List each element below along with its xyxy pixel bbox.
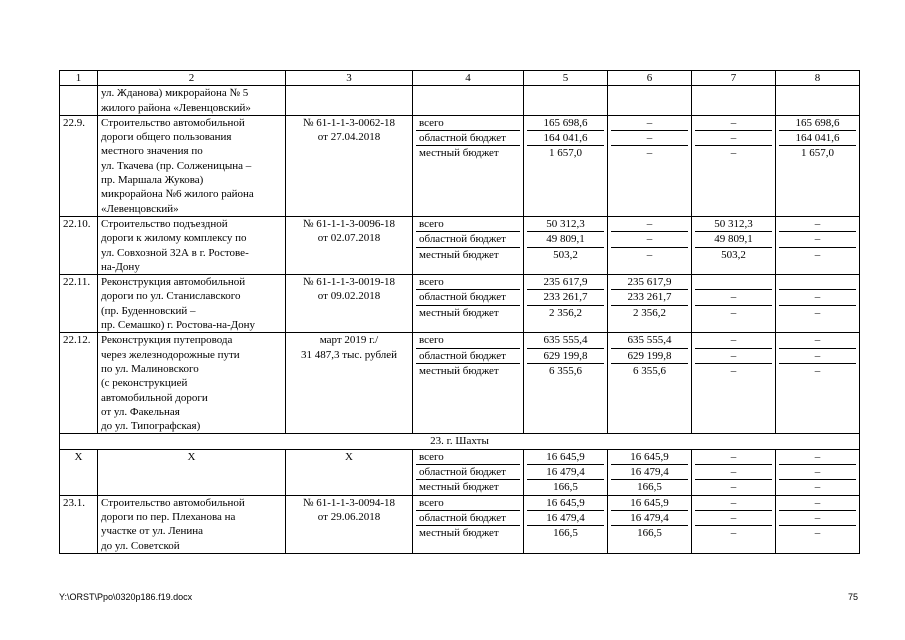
amount-c7: – xyxy=(695,145,772,160)
funding-source-cell xyxy=(413,216,524,274)
amount-c6-cell xyxy=(608,115,692,216)
amount-c6: 235 617,9 xyxy=(627,276,672,289)
funding-source: всего xyxy=(419,496,444,509)
funding-source: областной бюджет xyxy=(416,289,520,304)
amount-c8: – xyxy=(779,479,856,494)
amount-c7: – xyxy=(695,464,772,479)
funding-source: всего xyxy=(419,276,444,289)
funding-source: местный бюджет xyxy=(416,479,520,494)
object-name xyxy=(98,275,286,333)
amount-c7-cell xyxy=(692,333,776,434)
amount-c6-cell xyxy=(608,275,692,333)
amount-c6: 2 356,2 xyxy=(611,305,688,320)
column-header: 8 xyxy=(776,71,860,86)
page-number: 75 xyxy=(847,592,858,602)
funding-source: всего xyxy=(419,450,444,463)
funding-source-cell xyxy=(413,275,524,333)
section-total-row xyxy=(60,449,860,495)
amount-c8: – xyxy=(779,231,856,246)
x-mark: Х xyxy=(60,449,98,495)
object-name-line: ул. Совхозной 32А в г. Ростове- xyxy=(101,246,249,259)
object-name-line: дороги к жилому комплексу по xyxy=(101,232,247,245)
amount-c6: – xyxy=(611,130,688,145)
amount-c6: – xyxy=(646,217,653,230)
amount-c6: 6 355,6 xyxy=(611,363,688,378)
budget-table xyxy=(59,70,860,554)
amount-c7-cell xyxy=(692,495,776,553)
object-name-line: автомобильной дороги xyxy=(101,391,208,404)
amount-c5-cell xyxy=(524,333,608,434)
object-name-line: (с реконструкцией xyxy=(101,377,188,390)
object-name-line: Строительство автомобильной xyxy=(101,116,245,129)
amount-c7-cell xyxy=(692,275,776,333)
amount-c5: 233 261,7 xyxy=(527,289,604,304)
funding-source-cell xyxy=(413,495,524,553)
amount-c5: 166,5 xyxy=(527,525,604,540)
amount-c8-cell xyxy=(776,216,860,274)
column-header: 6 xyxy=(608,71,692,86)
object-name-line: Строительство подъездной xyxy=(101,217,228,230)
expertise-info-line: № 61-1-1-3-0096-18 xyxy=(302,217,396,230)
funding-source: местный бюджет xyxy=(416,247,520,262)
funding-source: местный бюджет xyxy=(416,305,520,320)
funding-source: местный бюджет xyxy=(416,363,520,378)
funding-source: областной бюджет xyxy=(416,510,520,525)
amount-c7: – xyxy=(730,450,737,463)
expertise-info-line: от 29.06.2018 xyxy=(317,510,381,523)
object-name-line: Реконструкция автомобильной xyxy=(101,276,246,289)
amount-c7 xyxy=(695,275,772,289)
expertise-info xyxy=(286,275,413,333)
funding-source-cell xyxy=(413,333,524,434)
amount-c7: 50 312,3 xyxy=(714,217,753,230)
amount-c6-cell xyxy=(608,333,692,434)
empty-cell xyxy=(776,86,860,116)
expertise-info-line: от 02.07.2018 xyxy=(317,232,381,245)
empty-cell xyxy=(692,86,776,116)
amount-c7: 49 809,1 xyxy=(695,231,772,246)
empty-cell xyxy=(413,86,524,116)
funding-source: областной бюджет xyxy=(416,348,520,363)
column-header: 4 xyxy=(413,71,524,86)
object-name-line: местного значения по xyxy=(101,145,203,158)
amount-c5: 629 199,8 xyxy=(527,348,604,363)
amount-c5-cell xyxy=(524,275,608,333)
object-name-line: микрорайона №6 жилого района xyxy=(101,188,254,201)
amount-c5: 164 041,6 xyxy=(527,130,604,145)
object-name-line: от ул. Факельная xyxy=(101,405,180,418)
amount-c7-cell xyxy=(692,216,776,274)
row-number: 23.1. xyxy=(60,495,98,553)
row-number xyxy=(60,86,98,116)
amount-c7: – xyxy=(695,525,772,540)
amount-c7: – xyxy=(695,130,772,145)
object-name-line: «Левенцовский» xyxy=(101,202,179,215)
amount-c5-cell xyxy=(524,449,608,495)
expertise-info-line: от 09.02.2018 xyxy=(317,290,381,303)
amount-c8-cell xyxy=(776,449,860,495)
expertise-info-line: март 2019 г./ xyxy=(319,334,379,347)
column-header: 7 xyxy=(692,71,776,86)
funding-source: всего xyxy=(419,217,444,230)
amount-c6: 166,5 xyxy=(611,525,688,540)
object-name-line: пр. Маршала Жукова) xyxy=(101,174,204,187)
funding-source-cell xyxy=(413,449,524,495)
object-name xyxy=(98,216,286,274)
amount-c8-cell xyxy=(776,333,860,434)
amount-c8: 1 657,0 xyxy=(779,145,856,160)
expertise-info xyxy=(286,495,413,553)
amount-c7-cell xyxy=(692,115,776,216)
amount-c7: – xyxy=(695,479,772,494)
column-header: 3 xyxy=(286,71,413,86)
amount-c6: 16 479,4 xyxy=(611,464,688,479)
amount-c6: 233 261,7 xyxy=(611,289,688,304)
amount-c5-cell xyxy=(524,216,608,274)
amount-c7-cell xyxy=(692,449,776,495)
object-name-line: (пр. Буденновский – xyxy=(101,304,196,317)
empty-cell xyxy=(286,86,413,116)
amount-c5: 1 657,0 xyxy=(527,145,604,160)
amount-c8: 165 698,6 xyxy=(795,116,840,129)
row-number: 22.12. xyxy=(60,333,98,434)
amount-c6: – xyxy=(611,231,688,246)
amount-c7: – xyxy=(695,289,772,304)
funding-source: областной бюджет xyxy=(416,464,520,479)
object-name-line: участке от ул. Ленина xyxy=(101,525,204,538)
expertise-info-line: 31 487,3 тыс. рублей xyxy=(300,348,398,361)
amount-c6: 635 555,4 xyxy=(627,334,672,347)
object-name-line: через железнодорожные пути xyxy=(101,348,240,361)
funding-source: областной бюджет xyxy=(416,231,520,246)
header-row xyxy=(60,71,860,86)
amount-c5: 235 617,9 xyxy=(543,276,588,289)
amount-c6-cell xyxy=(608,216,692,274)
amount-c5: 2 356,2 xyxy=(527,305,604,320)
expertise-info xyxy=(286,115,413,216)
object-name-line: пр. Семашко) г. Ростова-на-Дону xyxy=(101,319,256,332)
amount-c8: – xyxy=(779,363,856,378)
amount-c8: – xyxy=(779,510,856,525)
expertise-info xyxy=(286,216,413,274)
amount-c5: 16 479,4 xyxy=(527,510,604,525)
table-row xyxy=(60,275,860,333)
expertise-info-line: № 61-1-1-3-0062-18 xyxy=(302,116,396,129)
object-name-line: дороги по пер. Плеханова на xyxy=(101,510,236,523)
amount-c8: 164 041,6 xyxy=(779,130,856,145)
amount-c5: 16 645,9 xyxy=(546,450,585,463)
amount-c8-cell xyxy=(776,495,860,553)
amount-c7: – xyxy=(730,496,737,509)
table-row xyxy=(60,333,860,434)
object-name-line: Строительство автомобильной xyxy=(101,496,245,509)
empty-cell xyxy=(608,86,692,116)
amount-c8: – xyxy=(814,450,821,463)
section-title: 23. г. Шахты xyxy=(60,434,860,449)
section-row xyxy=(60,434,860,449)
funding-source-cell xyxy=(413,115,524,216)
column-header: 1 xyxy=(60,71,98,86)
footer-file-path: Y:\ORST\Ppo\0320p186.f19.docx xyxy=(59,592,193,602)
amount-c6-cell xyxy=(608,495,692,553)
table-row xyxy=(60,115,860,216)
amount-c8: – xyxy=(814,217,821,230)
amount-c5: 165 698,6 xyxy=(543,116,588,129)
amount-c7: – xyxy=(730,116,737,129)
amount-c8: – xyxy=(779,348,856,363)
object-name-line: на-Дону xyxy=(101,260,140,273)
amount-c7: – xyxy=(730,334,737,347)
object-name-line: до ул. Советской xyxy=(101,539,180,552)
amount-c8: – xyxy=(779,247,856,262)
amount-c6: – xyxy=(611,247,688,262)
object-name xyxy=(98,495,286,553)
object-name-line: дороги общего пользования xyxy=(101,131,232,144)
amount-c8: – xyxy=(779,464,856,479)
object-name-line: по ул. Малиновского xyxy=(101,362,199,375)
column-header: 2 xyxy=(98,71,286,86)
object-name-line: ул. Жданова) микрорайона № 5 xyxy=(101,87,249,100)
expertise-info-line: № 61-1-1-3-0019-18 xyxy=(302,276,396,289)
table-row xyxy=(60,495,860,553)
funding-source: местный бюджет xyxy=(416,145,520,160)
object-name xyxy=(98,86,286,116)
empty-cell xyxy=(524,86,608,116)
expertise-info-line: № 61-1-1-3-0094-18 xyxy=(302,496,396,509)
funding-source: областной бюджет xyxy=(416,130,520,145)
amount-c7: 503,2 xyxy=(695,247,772,262)
amount-c6: 16 479,4 xyxy=(611,510,688,525)
funding-source: местный бюджет xyxy=(416,525,520,540)
amount-c6-cell xyxy=(608,449,692,495)
expertise-info xyxy=(286,333,413,434)
amount-c6: 629 199,8 xyxy=(611,348,688,363)
amount-c6: – xyxy=(611,145,688,160)
expertise-info-line: от 27.04.2018 xyxy=(317,131,381,144)
amount-c5: 635 555,4 xyxy=(543,334,588,347)
amount-c7: – xyxy=(695,348,772,363)
amount-c5-cell xyxy=(524,495,608,553)
object-name-line: до ул. Типографская) xyxy=(101,420,201,433)
object-name-line: дороги по ул. Станиславского xyxy=(101,290,241,303)
funding-source: всего xyxy=(419,334,444,347)
amount-c5-cell xyxy=(524,115,608,216)
amount-c6: 16 645,9 xyxy=(630,496,669,509)
amount-c7: – xyxy=(695,510,772,525)
funding-source: всего xyxy=(419,116,444,129)
continued-row xyxy=(60,86,860,116)
table-row xyxy=(60,216,860,274)
amount-c6: 16 645,9 xyxy=(630,450,669,463)
row-number: 22.9. xyxy=(60,115,98,216)
x-mark: Х xyxy=(98,449,286,495)
amount-c5: 16 479,4 xyxy=(527,464,604,479)
column-header: 5 xyxy=(524,71,608,86)
amount-c5: 49 809,1 xyxy=(527,231,604,246)
amount-c8-cell xyxy=(776,275,860,333)
amount-c5: 503,2 xyxy=(527,247,604,262)
amount-c8: – xyxy=(779,289,856,304)
object-name-line: жилого района «Левенцовский» xyxy=(101,101,251,114)
amount-c5: 6 355,6 xyxy=(527,363,604,378)
amount-c5: 166,5 xyxy=(527,479,604,494)
amount-c8: – xyxy=(779,305,856,320)
row-number: 22.10. xyxy=(60,216,98,274)
amount-c6: – xyxy=(646,116,653,129)
amount-c5: 50 312,3 xyxy=(546,217,585,230)
amount-c8 xyxy=(779,275,856,289)
amount-c8: – xyxy=(814,496,821,509)
x-mark: Х xyxy=(286,449,413,495)
amount-c8: – xyxy=(779,525,856,540)
row-number: 22.11. xyxy=(60,275,98,333)
object-name-line: ул. Ткачева (пр. Солженицына – xyxy=(101,159,252,172)
amount-c7: – xyxy=(695,305,772,320)
amount-c7: – xyxy=(695,363,772,378)
amount-c8-cell xyxy=(776,115,860,216)
amount-c8: – xyxy=(814,334,821,347)
object-name xyxy=(98,333,286,434)
object-name-line: Реконструкция путепровода xyxy=(101,334,233,347)
object-name xyxy=(98,115,286,216)
amount-c6: 166,5 xyxy=(611,479,688,494)
amount-c5: 16 645,9 xyxy=(546,496,585,509)
